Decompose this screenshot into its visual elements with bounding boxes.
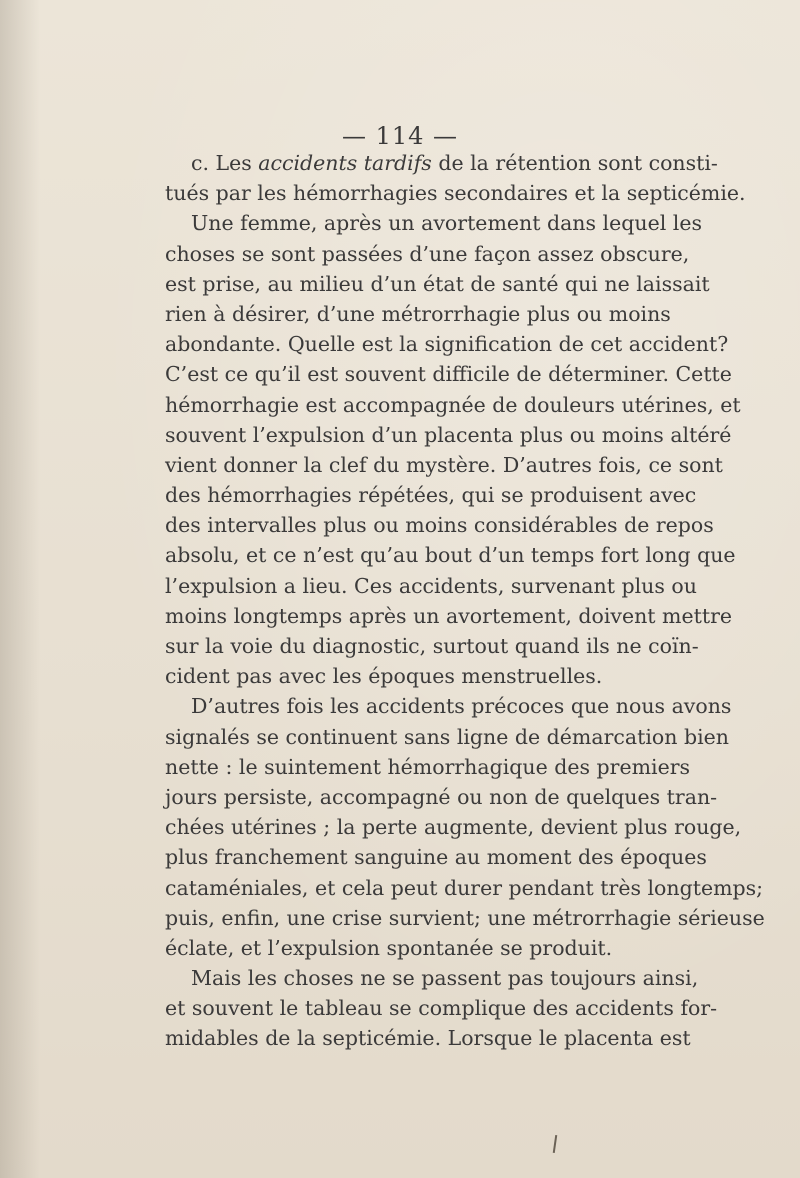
text-line-15: l’expulsion a lieu. Ces accidents, survenant plus ou [165,573,697,598]
text-line-5: est prise, au milieu d’un état de santé qui ne laissait [165,271,710,296]
text-line-25: cataméniales, et cela peut durer pendant très longtemps; [165,875,764,900]
text-line-2: tués par les hémorrhagies secondaires et la septicémie. [165,181,746,206]
text-line-24: plus franchement sanguine au moment des époques [165,845,707,870]
text-line-14: absolu, et ce n’est qu’au bout d’un temps fort long que [165,543,736,568]
text-line-27: éclate, et l’expulsion spontanée se produit. [165,935,613,960]
text-line-29: et souvent le tableau se complique des accidents for- [165,996,718,1021]
text-line-13: des intervalles plus ou moins considérables de repos [165,513,714,538]
text-line-10: souvent l’expulsion d’un placenta plus ou moins altéré [165,422,732,447]
text-line-6: rien à désirer, d’une métrorrhagie plus ou moins [165,301,671,326]
paper-blemish [553,1135,557,1153]
text-line-4: choses se sont passées d’une façon assez obscure, [165,241,690,266]
text-line-30: midables de la septicémie. Lorsque le placenta est [165,1026,691,1051]
text-line-19: D’autres fois les accidents précoces que nous avons [191,694,732,719]
text-line-21: nette : le suintement hémorrhagique des premiers [165,754,691,779]
text-line-17: sur la voie du diagnostic, surtout quand ils ne coïn- [165,634,699,658]
text-line-16: moins longtemps après un avortement, doivent mettre [165,603,733,628]
text-line-22: jours persiste, accompagné ou non de quelques tran- [165,784,718,809]
text-line-7: abondante. Quelle est la signification de cet accident? [165,332,729,357]
text-line-9: hémorrhagie est accompagnée de douleurs utérines, et [165,392,741,417]
page-number: — 114 — [341,122,459,150]
page-edge-shadow [0,0,40,1178]
text-line-18: cident pas avec les époques menstruelles. [165,664,603,689]
text-line-1: c. Les accidents tardifs de la rétention sont consti- [191,151,718,175]
text-line-28: Mais les choses ne se passent pas toujours ainsi, [191,966,699,991]
text-line-3: Une femme, après un avortement dans lequel les [191,211,702,236]
text-line-20: signalés se continuent sans ligne de démarcation bien [165,724,729,749]
text-line-11: vient donner la clef du mystère. D’autres fois, ce sont [165,452,723,477]
text-line-8: C’est ce qu’il est souvent difficile de déterminer. Cette [165,362,732,387]
text-line-26: puis, enfin, une crise survient; une métrorrhagie sérieuse [165,905,765,930]
italic-phrase: accidents tardifs [258,151,432,175]
text-line-12: des hémorrhagies répétées, qui se produisent avec [165,483,697,508]
text-line-23: chées utérines ; la perte augmente, devient plus rouge, [165,815,742,840]
body-text [165,148,765,1054]
